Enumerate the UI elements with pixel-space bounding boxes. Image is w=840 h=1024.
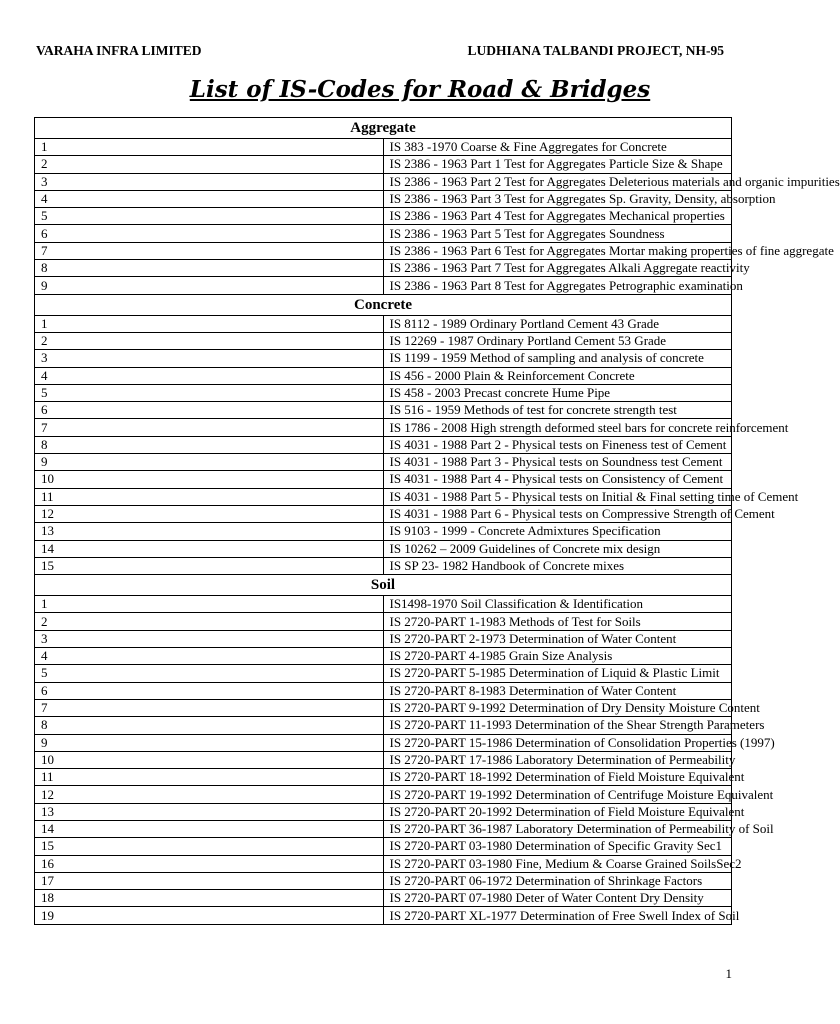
table-row — [35, 277, 732, 294]
row-number: 15 — [35, 557, 384, 574]
table-row — [35, 471, 732, 488]
row-number: 13 — [35, 803, 384, 820]
table-row — [35, 402, 732, 419]
table-row — [35, 454, 732, 471]
row-number: 9 — [35, 277, 384, 294]
page-header — [36, 43, 732, 63]
code-description: IS 2386 - 1963 Part 6 Test for Aggregates Mortar making properties of fine aggregate — [383, 242, 732, 259]
row-number: 8 — [35, 717, 384, 734]
table-row — [35, 630, 732, 647]
code-description: IS 2720-PART 03-1980 Determination of Specific Gravity Sec1 — [383, 838, 732, 855]
code-description: IS 4031 - 1988 Part 5 - Physical tests on Initial & Final setting time of Cement — [383, 488, 732, 505]
row-number: 11 — [35, 488, 384, 505]
code-description: IS 2720-PART 9-1992 Determination of Dry Density Moisture Content — [383, 699, 732, 716]
row-number: 3 — [35, 350, 384, 367]
code-description: IS 2386 - 1963 Part 5 Test for Aggregates Soundness — [383, 225, 732, 242]
code-description: IS 8112 - 1989 Ordinary Portland Cement 43 Grade — [383, 315, 732, 332]
row-number: 14 — [35, 540, 384, 557]
row-number: 10 — [35, 471, 384, 488]
table-row — [35, 419, 732, 436]
row-number: 7 — [35, 242, 384, 259]
table-row — [35, 505, 732, 522]
code-description: IS 2720-PART 07-1980 Deter of Water Content Dry Density — [383, 890, 732, 907]
code-description: IS 10262 – 2009 Guidelines of Concrete mix design — [383, 540, 732, 557]
code-description: IS 2386 - 1963 Part 7 Test for Aggregates Alkali Aggregate reactivity — [383, 260, 732, 277]
table-row — [35, 350, 732, 367]
row-number: 18 — [35, 890, 384, 907]
code-description: IS 2386 - 1963 Part 4 Test for Aggregates Mechanical properties — [383, 208, 732, 225]
company-name: VARAHA INFRA LIMITED — [36, 43, 202, 58]
table-row — [35, 682, 732, 699]
code-description: IS 12269 - 1987 Ordinary Portland Cement 53 Grade — [383, 332, 732, 349]
row-number: 13 — [35, 523, 384, 540]
row-number: 8 — [35, 436, 384, 453]
code-description: IS 2720-PART 18-1992 Determination of Field Moisture Equivalent — [383, 769, 732, 786]
code-description: IS 516 - 1959 Methods of test for concrete strength test — [383, 402, 732, 419]
code-description: IS 1786 - 2008 High strength deformed steel bars for concrete reinforcement — [383, 419, 732, 436]
table-row — [35, 540, 732, 557]
code-description: IS 2720-PART 36-1987 Laboratory Determination of Permeability of Soil — [383, 820, 732, 837]
section-header-soil — [35, 575, 732, 596]
code-description: IS 2720-PART 03-1980 Fine, Medium & Coarse Grained SoilsSec2 — [383, 855, 732, 872]
row-number: 8 — [35, 260, 384, 277]
row-number: 3 — [35, 173, 384, 190]
row-number: 5 — [35, 665, 384, 682]
section-title: Concrete — [35, 294, 732, 315]
code-description: IS 4031 - 1988 Part 4 - Physical tests on Consistency of Cement — [383, 471, 732, 488]
row-number: 6 — [35, 402, 384, 419]
row-number: 1 — [35, 596, 384, 613]
table-row — [35, 208, 732, 225]
table-row — [35, 751, 732, 768]
table-row — [35, 523, 732, 540]
table-row — [35, 260, 732, 277]
code-description: IS 2720-PART 20-1992 Determination of Field Moisture Equivalent — [383, 803, 732, 820]
row-number: 9 — [35, 454, 384, 471]
table-row — [35, 242, 732, 259]
row-number: 6 — [35, 682, 384, 699]
table-row — [35, 872, 732, 889]
table-row — [35, 734, 732, 751]
code-description: IS 2386 - 1963 Part 3 Test for Aggregates Sp. Gravity, Density, absorption — [383, 190, 732, 207]
row-number: 5 — [35, 208, 384, 225]
row-number: 2 — [35, 156, 384, 173]
row-number: 4 — [35, 367, 384, 384]
code-description: IS 383 -1970 Coarse & Fine Aggregates for Concrete — [383, 139, 732, 156]
section-header-concrete — [35, 294, 732, 315]
table-row — [35, 717, 732, 734]
row-number: 3 — [35, 630, 384, 647]
table-row — [35, 315, 732, 332]
row-number: 16 — [35, 855, 384, 872]
row-number: 12 — [35, 786, 384, 803]
code-description: IS 1199 - 1959 Method of sampling and analysis of concrete — [383, 350, 732, 367]
table-row — [35, 488, 732, 505]
code-description: IS 456 - 2000 Plain & Reinforcement Concrete — [383, 367, 732, 384]
code-description: IS 2720-PART 2-1973 Determination of Water Content — [383, 630, 732, 647]
section-title: Aggregate — [35, 118, 732, 139]
row-number: 1 — [35, 139, 384, 156]
table-row — [35, 838, 732, 855]
row-number: 10 — [35, 751, 384, 768]
table-row — [35, 665, 732, 682]
table-row — [35, 699, 732, 716]
code-description: IS 2386 - 1963 Part 8 Test for Aggregates Petrographic examination — [383, 277, 732, 294]
code-description: IS SP 23- 1982 Handbook of Concrete mixes — [383, 557, 732, 574]
table-row — [35, 557, 732, 574]
code-description: IS 9103 - 1999 - Concrete Admixtures Specification — [383, 523, 732, 540]
row-number: 15 — [35, 838, 384, 855]
row-number: 17 — [35, 872, 384, 889]
row-number: 4 — [35, 190, 384, 207]
page-number: 1 — [725, 966, 732, 981]
code-description: IS 2720-PART 8-1983 Determination of Water Content — [383, 682, 732, 699]
document-title: List of IS-Codes for Road & Bridges — [189, 76, 651, 103]
table-row — [35, 907, 732, 924]
table-row — [35, 803, 732, 820]
table-row — [35, 596, 732, 613]
code-description: IS 2720-PART 15-1986 Determination of Consolidation Properties (1997) — [383, 734, 732, 751]
code-description: IS 2720-PART 11-1993 Determination of the Shear Strength Parameters — [383, 717, 732, 734]
table-row — [35, 769, 732, 786]
code-description: IS 2720-PART 5-1985 Determination of Liquid & Plastic Limit — [383, 665, 732, 682]
table-row — [35, 855, 732, 872]
row-number: 2 — [35, 332, 384, 349]
section-title: Soil — [35, 575, 732, 596]
code-description: IS 2720-PART 19-1992 Determination of Centrifuge Moisture Equivalent — [383, 786, 732, 803]
code-description: IS 4031 - 1988 Part 3 - Physical tests on Soundness test Cement — [383, 454, 732, 471]
table-row — [35, 332, 732, 349]
code-description: IS 2720-PART 17-1986 Laboratory Determination of Permeability — [383, 751, 732, 768]
table-row — [35, 190, 732, 207]
row-number: 12 — [35, 505, 384, 522]
section-header-aggregate — [35, 118, 732, 139]
table-row — [35, 173, 732, 190]
project-name: LUDHIANA TALBANDI PROJECT, NH-95 — [467, 43, 724, 58]
row-number: 1 — [35, 315, 384, 332]
row-number: 9 — [35, 734, 384, 751]
code-description: IS 4031 - 1988 Part 2 - Physical tests on Fineness test of Cement — [383, 436, 732, 453]
is-codes-table — [34, 117, 840, 925]
code-description: IS 458 - 2003 Precast concrete Hume Pipe — [383, 384, 732, 401]
code-description: IS 2386 - 1963 Part 1 Test for Aggregates Particle Size & Shape — [383, 156, 732, 173]
table-row — [35, 820, 732, 837]
code-description: IS 4031 - 1988 Part 6 - Physical tests on Compressive Strength of Cement — [383, 505, 732, 522]
row-number: 7 — [35, 419, 384, 436]
row-number: 4 — [35, 648, 384, 665]
row-number: 11 — [35, 769, 384, 786]
table-row — [35, 890, 732, 907]
code-description: IS 2720-PART 1-1983 Methods of Test for Soils — [383, 613, 732, 630]
code-description: IS 2720-PART 4-1985 Grain Size Analysis — [383, 648, 732, 665]
table-row — [35, 613, 732, 630]
code-description: IS 2720-PART XL-1977 Determination of Free Swell Index of Soil — [383, 907, 732, 924]
code-description: IS1498-1970 Soil Classification & Identification — [383, 596, 732, 613]
code-description: IS 2720-PART 06-1972 Determination of Shrinkage Factors — [383, 872, 732, 889]
table-row — [35, 786, 732, 803]
table-row — [35, 436, 732, 453]
row-number: 19 — [35, 907, 384, 924]
table-row — [35, 648, 732, 665]
table-row — [35, 139, 732, 156]
table-row — [35, 156, 732, 173]
row-number: 14 — [35, 820, 384, 837]
row-number: 2 — [35, 613, 384, 630]
table-row — [35, 367, 732, 384]
table-row — [35, 384, 732, 401]
row-number: 5 — [35, 384, 384, 401]
row-number: 7 — [35, 699, 384, 716]
code-description: IS 2386 - 1963 Part 2 Test for Aggregates Deleterious materials and organic impurities — [383, 173, 732, 190]
row-number: 6 — [35, 225, 384, 242]
table-row — [35, 225, 732, 242]
